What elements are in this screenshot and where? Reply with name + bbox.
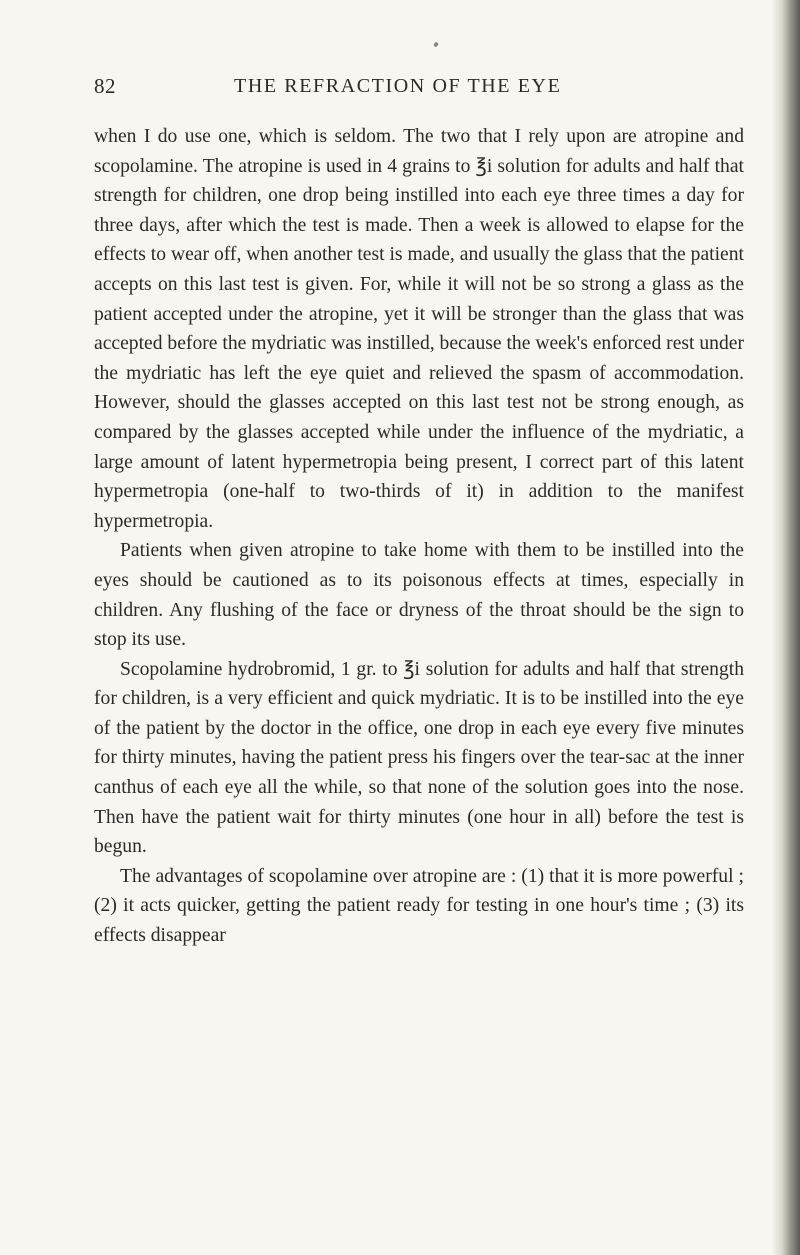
body-text (94, 122, 744, 951)
ink-speck (433, 41, 439, 47)
paragraph-advantages: The advantages of scopolamine over atropine are : (1) that it is more powerful ; (2) it acts quicker, getting the patient ready for testing in one hour's time ; (3) its effects disappear (94, 865, 744, 947)
running-head: THE REFRACTION OF THE EYE (234, 75, 562, 97)
page-header (94, 74, 744, 102)
page-number: 82 (94, 74, 116, 98)
paragraph-continuation: when I do use one, which is seldom. The two that I rely upon are atropine and scopolamine. The atropine is used in 4 grains to ℥i solution for adults and half that strength for children, one drop being instilled into each eye three times a day for three days, after which the test is made. Then a week is allowed to elapse for the effects to wear off, when another test is made, and usually the glass that the patient accepts on this last test is given. For, while it will not be so strong a glass as the patient accepted under the atropine, yet it will be stronger than the glass that was accepted before the mydriatic was instilled, because the week's enforced rest under the mydriatic has left the eye quiet and relieved the spasm of accommodation. However, should the glasses accepted on this last test not be strong enough, as compared by the glasses accepted while under the influence of the mydriatic, a large amount of latent hypermetropia being present, I correct part of this latent hypermetropia (one-half to two-thirds of it) in addition to the manifest hypermetropia. (94, 126, 744, 532)
paragraph-atropine-caution: Patients when given atropine to take home with them to be instilled into the eyes should be cautioned as to its poisonous effects at times, especially in children. Any flushing of the face or dryness of the throat should be the sign to stop its use. (94, 540, 744, 651)
binding-shadow (772, 0, 800, 1255)
paragraph-scopolamine: Scopolamine hydrobromid, 1 gr. to ℥i solution for adults and half that strength for children, is a very efficient and quick mydriatic. It is to be instilled into the eye of the patient by the doctor in the office, one drop in each eye every five minutes for thirty minutes, having the patient press his fingers over the tear-sac at the inner canthus of each eye all the while, so that none of the solution goes into the nose. Then have the patient wait for thirty minutes (one hour in all) before the test is begun. (94, 658, 744, 858)
